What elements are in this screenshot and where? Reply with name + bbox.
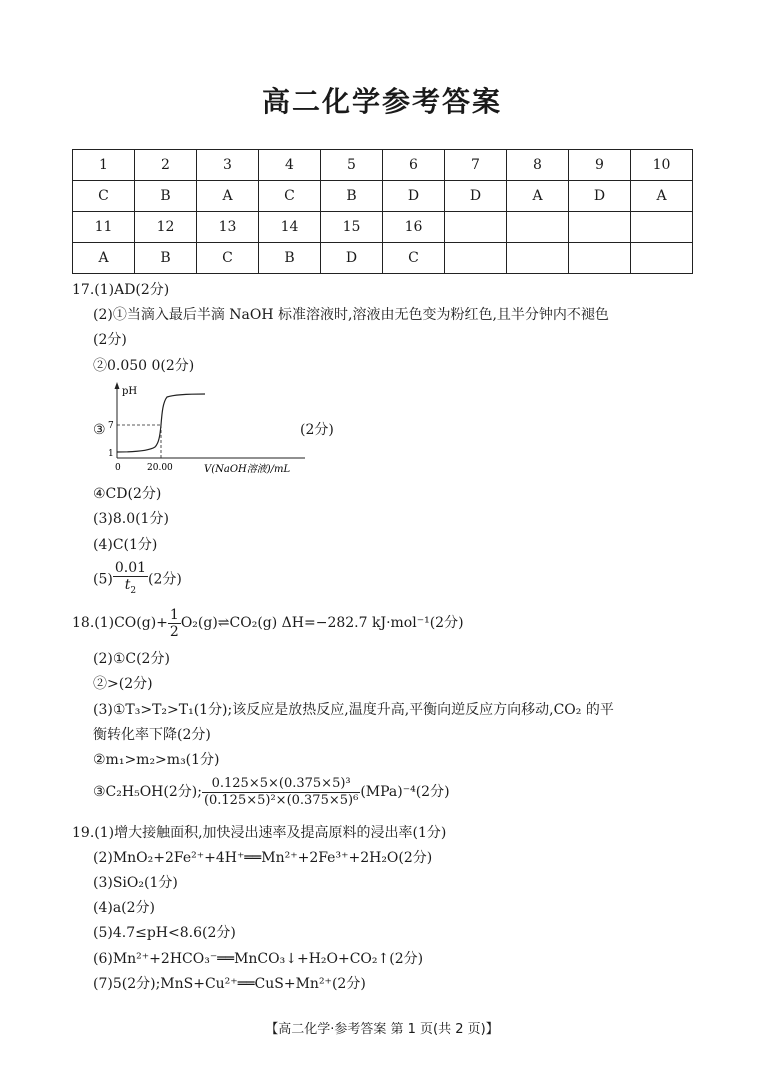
fraction-denominator xyxy=(113,577,148,599)
table-cell: 10 xyxy=(631,150,693,181)
table-cell: 16 xyxy=(383,212,445,243)
q18-part2: (2)①C(2分) xyxy=(93,651,170,667)
den-sub: 2 xyxy=(130,585,137,596)
y-tick-7: 7 xyxy=(108,421,114,431)
q17-part2-sub3-score: (2分) xyxy=(300,422,334,438)
answer-table xyxy=(72,149,693,274)
table-row xyxy=(73,243,693,274)
fraction xyxy=(168,607,181,640)
q18-part3-line2: 衡转化率下降(2分) xyxy=(93,727,211,743)
q18-part3-sub3-prefix: ③C₂H₅OH(2分); xyxy=(93,784,202,800)
page-title: 高二化学参考答案 xyxy=(261,85,502,118)
q19-part7: (7)5(2分);MnS+Cu²⁺══CuS+Mn²⁺(2分) xyxy=(93,976,366,992)
fraction-denominator: 2 xyxy=(169,623,179,640)
table-cell xyxy=(569,212,631,243)
table-cell xyxy=(569,243,631,274)
fraction-numerator: 0.125×5×(0.375×5)³ xyxy=(202,776,360,793)
den-var: t xyxy=(124,577,131,593)
page-footer: 【高二化学·参考答案 第 1 页(共 2 页)】 xyxy=(265,1022,499,1037)
y-tick-1: 1 xyxy=(108,449,114,459)
q18-part1 xyxy=(72,605,464,641)
table-row xyxy=(73,212,693,243)
table-cell: 7 xyxy=(445,150,507,181)
q18-part3-line1: (3)①T₃>T₂>T₁(1分);该反应是放热反应,温度升高,平衡向逆反应方向移动,CO₂ 的平 xyxy=(93,702,614,718)
table-cell: 14 xyxy=(259,212,321,243)
q17-part2-sub2: ②0.050 0(2分) xyxy=(93,358,195,374)
table-row xyxy=(73,181,693,212)
table-cell: 13 xyxy=(197,212,259,243)
table-cell: D xyxy=(321,243,383,274)
q17-part2-sub4: ④CD(2分) xyxy=(93,486,162,502)
table-cell: D xyxy=(569,181,631,212)
titration-curve xyxy=(117,394,205,452)
q19-part3: (3)SiO₂(1分) xyxy=(93,875,178,891)
table-cell: 11 xyxy=(73,212,135,243)
table-cell: A xyxy=(631,181,693,212)
table-cell: C xyxy=(197,243,259,274)
table-cell: B xyxy=(135,181,197,212)
table-cell xyxy=(631,212,693,243)
table-cell: 15 xyxy=(321,212,383,243)
q19-part2: (2)MnO₂+2Fe²⁺+4H⁺══Mn²⁺+2Fe³⁺+2H₂O(2分) xyxy=(93,850,433,866)
q17-part5 xyxy=(93,560,182,599)
x-axis-label: V(NaOH溶液)/mL xyxy=(204,464,291,475)
q17-part5-prefix: (5) xyxy=(93,571,113,588)
y-axis-arrow xyxy=(115,382,120,389)
table-cell: 3 xyxy=(197,150,259,181)
q19-part1: 19.(1)增大接触面积,加快浸出速率及提高原料的浸出率(1分) xyxy=(72,825,447,841)
q17-part3: (3)8.0(1分) xyxy=(93,511,169,527)
table-cell: B xyxy=(135,243,197,274)
table-cell xyxy=(445,243,507,274)
fraction-numerator: 0.01 xyxy=(114,560,147,576)
table-cell: C xyxy=(259,181,321,212)
q17-part5-score: (2分) xyxy=(148,571,182,588)
table-cell: A xyxy=(507,181,569,212)
table-cell xyxy=(445,212,507,243)
q18-part3-sub3 xyxy=(93,772,450,812)
q17-part2-sub3-label: ③ xyxy=(93,422,106,438)
table-cell: B xyxy=(259,243,321,274)
q19-part5: (5)4.7≤pH<8.6(2分) xyxy=(93,925,236,941)
y-axis-label: pH xyxy=(122,386,138,397)
table-cell: A xyxy=(197,181,259,212)
q17-part4: (4)C(1分) xyxy=(93,537,158,553)
q18-part2-sub2: ②>(2分) xyxy=(93,676,153,692)
q19-part4: (4)a(2分) xyxy=(93,900,156,916)
table-cell xyxy=(631,243,693,274)
fraction-numerator: 1 xyxy=(169,606,179,623)
table-cell: 12 xyxy=(135,212,197,243)
fraction xyxy=(113,560,148,599)
table-cell: 4 xyxy=(259,150,321,181)
table-cell: D xyxy=(445,181,507,212)
q17-part1: 17.(1)AD(2分) xyxy=(72,282,170,298)
table-cell: D xyxy=(383,181,445,212)
q19-part6: (6)Mn²⁺+2HCO₃⁻══MnCO₃↓+H₂O+CO₂↑(2分) xyxy=(93,951,424,967)
table-cell: 1 xyxy=(73,150,135,181)
table-cell: 8 xyxy=(507,150,569,181)
x-tick-20: 20.00 xyxy=(147,463,173,473)
table-cell: B xyxy=(321,181,383,212)
table-cell: 6 xyxy=(383,150,445,181)
table-cell xyxy=(507,212,569,243)
table-cell: 5 xyxy=(321,150,383,181)
table-cell: 2 xyxy=(135,150,197,181)
fraction xyxy=(202,776,360,809)
x-tick-0: 0 xyxy=(115,463,121,473)
fraction-denominator: (0.125×5)²×(0.375×5)⁶ xyxy=(203,792,359,808)
table-cell: C xyxy=(383,243,445,274)
titration-curve-graph xyxy=(105,380,320,476)
q17-part2-line2: (2分) xyxy=(93,332,127,348)
table-cell: 9 xyxy=(569,150,631,181)
q17-part2-line1: (2)①当滴入最后半滴 NaOH 标准溶液时,溶液由无色变为粉红色,且半分钟内不褪色 xyxy=(93,307,609,323)
q18-part3-sub3-score: (MPa)⁻⁴(2分) xyxy=(360,784,450,800)
table-cell xyxy=(507,243,569,274)
q18-part3-sub2: ②m₁>m₂>m₃(1分) xyxy=(93,752,220,768)
q18-part1-prefix: 18.(1)CO(g)+ xyxy=(72,615,168,631)
table-row xyxy=(73,150,693,181)
table-cell: A xyxy=(73,243,135,274)
q18-part1-equation: O₂(g)⇌CO₂(g) ΔH=−282.7 kJ·mol⁻¹(2分) xyxy=(180,615,464,631)
table-cell: C xyxy=(73,181,135,212)
